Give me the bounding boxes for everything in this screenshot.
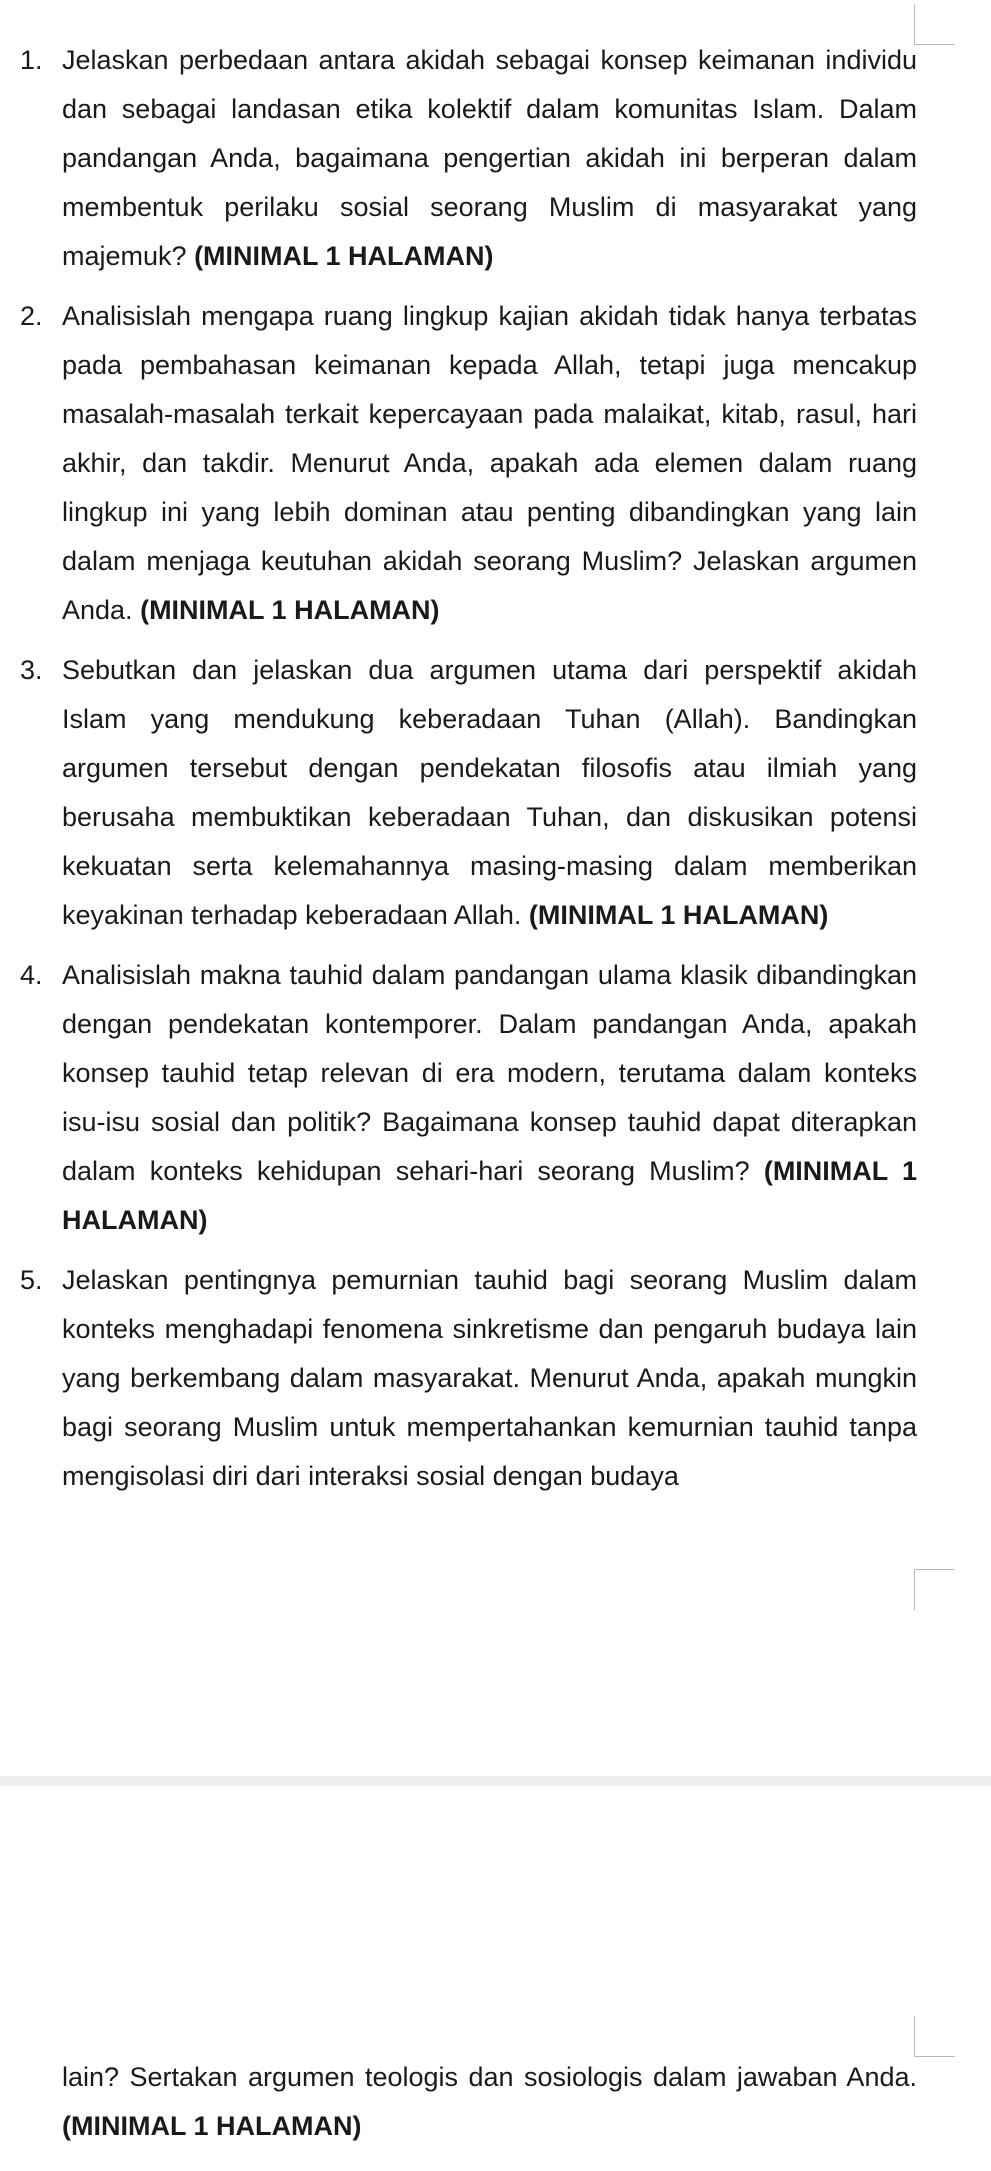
question-number: 4. xyxy=(20,960,43,990)
question-item xyxy=(0,292,917,635)
question-length-tag: (MINIMAL 1 HALAMAN) xyxy=(62,2111,362,2141)
question-text: Analisislah mengapa ruang lingkup kajian akidah tidak hanya terbatas pada pembahasan keimanan kepada Allah, tetapi juga mencakup masalah-masalah terkait kepercayaan pada malaikat, kitab, rasul, hari akhir, dan takdir. Menurut Anda, apakah ada elemen dalam ruang lingkup ini yang lebih dominan atau penting dibandingkan yang lain dalam menjaga keutuhan akidah seorang Muslim? Jelaskan argumen Anda. xyxy=(62,301,917,625)
question-number: 5. xyxy=(20,1265,43,1295)
question-text: Analisislah makna tauhid dalam pandangan ulama klasik dibandingkan dengan pendekatan kontemporer. Dalam pandangan Anda, apakah konsep tauhid tetap relevan di era modern, terutama dalam konteks isu-isu sosial dan politik? Bagaimana konsep tauhid dapat diterapkan dalam konteks kehidupan sehari-hari seorang Muslim? xyxy=(62,960,917,1186)
document-page-2 xyxy=(0,1786,991,2171)
page-corner-mark xyxy=(914,1569,955,1610)
page-corner-mark xyxy=(914,2016,955,2057)
question-item xyxy=(0,36,917,281)
question-number: 1. xyxy=(20,45,43,75)
question-number: 2. xyxy=(20,301,43,331)
question-list xyxy=(0,36,991,1512)
question-length-tag: (MINIMAL 1 HALAMAN) xyxy=(140,595,440,625)
question-item xyxy=(0,646,917,940)
question-length-tag: (MINIMAL 1 HALAMAN) xyxy=(528,900,829,930)
question-item xyxy=(0,1256,917,1501)
question-item xyxy=(0,951,917,1245)
question-number: 3. xyxy=(20,655,43,685)
question-continuation xyxy=(62,2053,917,2151)
page-separator xyxy=(0,1776,991,1786)
question-length-tag: (MINIMAL 1 HALAMAN) xyxy=(62,1156,917,1235)
continuation-text: lain? Sertakan argumen teologis dan sosiologis dalam jawaban Anda. xyxy=(62,2062,917,2092)
question-text: Sebutkan dan jelaskan dua argumen utama dari perspektif akidah Islam yang mendukung keberadaan Tuhan (Allah). Bandingkan argumen tersebut dengan pendekatan filosofis atau ilmiah yang berusaha membuktikan keberadaan Tuhan, dan diskusikan potensi kekuatan serta kelemahannya masing-masing dalam memberikan keyakinan terhadap keberadaan Allah. xyxy=(62,655,917,930)
question-text: Jelaskan pentingnya pemurnian tauhid bagi seorang Muslim dalam konteks menghadapi fenomena sinkretisme dan pengaruh budaya lain yang berkembang dalam masyarakat. Menurut Anda, apakah mungkin bagi seorang Muslim untuk mempertahankan kemurnian tauhid tanpa mengisolasi diri dari interaksi sosial dengan budaya xyxy=(62,1265,917,1491)
question-text: Jelaskan perbedaan antara akidah sebagai konsep keimanan individu dan sebagai landasan etika kolektif dalam komunitas Islam. Dalam pandangan Anda, bagaimana pengertian akidah ini berperan dalam membentuk perilaku sosial seorang Muslim di masyarakat yang majemuk? xyxy=(62,45,917,271)
question-length-tag: (MINIMAL 1 HALAMAN) xyxy=(194,241,494,271)
